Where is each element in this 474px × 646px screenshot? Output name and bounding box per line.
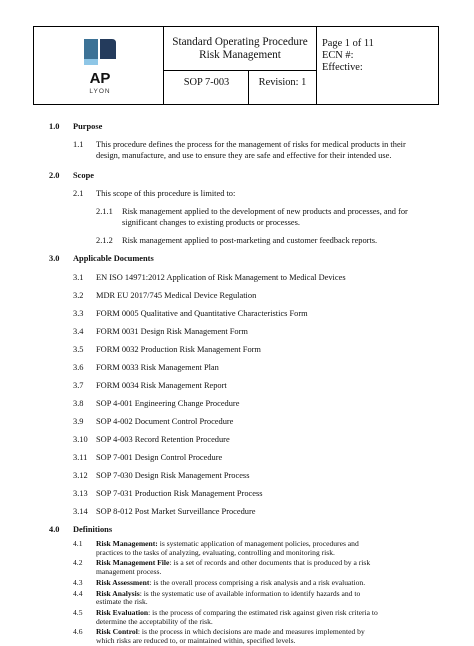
definition-term: Risk Control (96, 627, 138, 637)
document-reference: SOP 4-002 Document Control Procedure (96, 417, 234, 426)
page-number: Page 1 of 11 (322, 38, 374, 49)
item-number: 4.4 (73, 588, 83, 598)
svg-text:LYON: LYON (89, 88, 111, 95)
paragraph-line: This scope of this procedure is limited to: (96, 189, 236, 198)
document-reference: SOP 4-001 Engineering Change Procedure (96, 399, 240, 408)
item-number: 2.1.1 (96, 207, 113, 216)
item-number: 1.1 (73, 140, 84, 149)
document-reference: SOP 4-003 Record Retention Procedure (96, 435, 230, 444)
document-reference: FORM 0033 Risk Management Plan (96, 363, 219, 372)
section-number: 4.0 (49, 525, 60, 534)
document-header (33, 26, 439, 105)
definition-line (96, 628, 365, 637)
item-number: 3.12 (73, 471, 88, 480)
section-number: 2.0 (49, 171, 60, 180)
item-number: 3.6 (73, 363, 84, 372)
section-heading: Purpose (73, 122, 103, 131)
item-number: 3.8 (73, 399, 84, 408)
definition-line: determine the acceptability of the risk. (96, 616, 213, 626)
document-reference: FORM 0032 Production Risk Management Form (96, 345, 261, 354)
definition-line: estimate the risk. (96, 597, 148, 607)
sop-number: SOP 7-003 (183, 77, 230, 88)
definition-term: Risk Management: (96, 539, 158, 548)
definition-term: Risk Management File (96, 558, 170, 568)
section-heading: Definitions (73, 525, 113, 534)
item-number: 3.7 (73, 381, 84, 390)
definition-term: Risk Assessment (96, 577, 150, 587)
document-title (164, 36, 316, 62)
definition-line (96, 609, 378, 618)
header-divider (163, 70, 316, 71)
document-reference: FORM 0031 Design Risk Management Form (96, 327, 248, 336)
document-reference: FORM 0034 Risk Management Report (96, 381, 227, 390)
item-number: 3.9 (73, 417, 84, 426)
section-heading: Scope (73, 171, 94, 180)
title-line: Standard Operating Procedure (172, 36, 308, 48)
section-number: 1.0 (49, 122, 60, 131)
document-meta (322, 38, 374, 74)
item-number: 4.6 (73, 627, 83, 637)
item-number: 4.2 (73, 558, 83, 568)
ecn-field: ECN #: (322, 50, 354, 61)
paragraph-line: Risk management applied to post-marketing and customer feedback reports. (122, 236, 378, 245)
svg-text:AP: AP (89, 70, 111, 87)
definition-line (96, 579, 365, 588)
title-line: Risk Management (199, 49, 281, 61)
definition-text: is systematic application of management policies, procedures and (157, 539, 359, 548)
section-number: 3.0 (49, 254, 60, 263)
definition-line: which risks are reduced to, or maintained within, specified levels. (96, 636, 296, 645)
revision-number: Revision: 1 (258, 77, 307, 88)
item-number: 3.11 (73, 453, 88, 462)
item-number: 3.3 (73, 309, 84, 318)
document-reference: SOP 7-031 Production Risk Management Process (96, 489, 263, 498)
paragraph-line: significant changes to existing products or processes. (122, 218, 300, 227)
definition-text: : is the process in which decisions are made and measures implemented by (137, 627, 365, 637)
document-reference: FORM 0005 Qualitative and Quantitative Characteristics Form (96, 309, 308, 318)
document-reference: EN ISO 14971:2012 Application of Risk Management to Medical Devices (96, 273, 346, 282)
item-number: 4.3 (73, 577, 83, 587)
definition-text: : is the process of comparing the estimated risk against given risk criteria to (148, 608, 378, 617)
section-heading: Applicable Documents (73, 254, 154, 263)
item-number: 4.5 (73, 608, 83, 617)
definition-text: : is the systematic use of available information to identify hazards and to (139, 588, 361, 598)
definition-term: Risk Analysis (96, 588, 140, 598)
document-reference: SOP 7-001 Design Control Procedure (96, 453, 223, 462)
item-number: 3.4 (73, 327, 84, 336)
item-number: 2.1 (73, 189, 84, 198)
item-number: 3.5 (73, 345, 84, 354)
item-number: 3.13 (73, 489, 88, 498)
paragraph-line: Risk management applied to the development of new products and processes, and for (122, 207, 408, 216)
document-reference: MDR EU 2017/745 Medical Device Regulation (96, 291, 257, 300)
effective-field: Effective: (322, 62, 363, 73)
header-divider (316, 27, 317, 104)
definition-line: practices to the tasks of analyzing, evaluating, controlling and monitoring risk. (96, 547, 335, 557)
definition-line: management process. (96, 567, 162, 576)
document-reference: SOP 8-012 Post Market Surveillance Procedure (96, 507, 256, 516)
item-number: 2.1.2 (96, 236, 113, 245)
item-number: 3.2 (73, 291, 84, 300)
definition-text: : is the overall process comprising a risk analysis and a risk evaluation. (149, 577, 366, 587)
item-number: 3.1 (73, 273, 84, 282)
item-number: 3.14 (73, 507, 88, 516)
paragraph-line: design, manufacture, and use to ensure they are safe and effective for their intended use. (96, 151, 392, 160)
document-reference: SOP 7-030 Design Risk Management Process (96, 471, 250, 480)
paragraph-line: This procedure defines the process for the management of risks for medical products in their (96, 140, 406, 149)
item-number: 3.10 (73, 435, 88, 444)
definition-text: : is a set of records and other documents that is produced by a risk (169, 558, 371, 568)
item-number: 4.1 (73, 539, 83, 548)
company-logo (82, 35, 118, 99)
definition-term: Risk Evaluation (96, 608, 149, 617)
